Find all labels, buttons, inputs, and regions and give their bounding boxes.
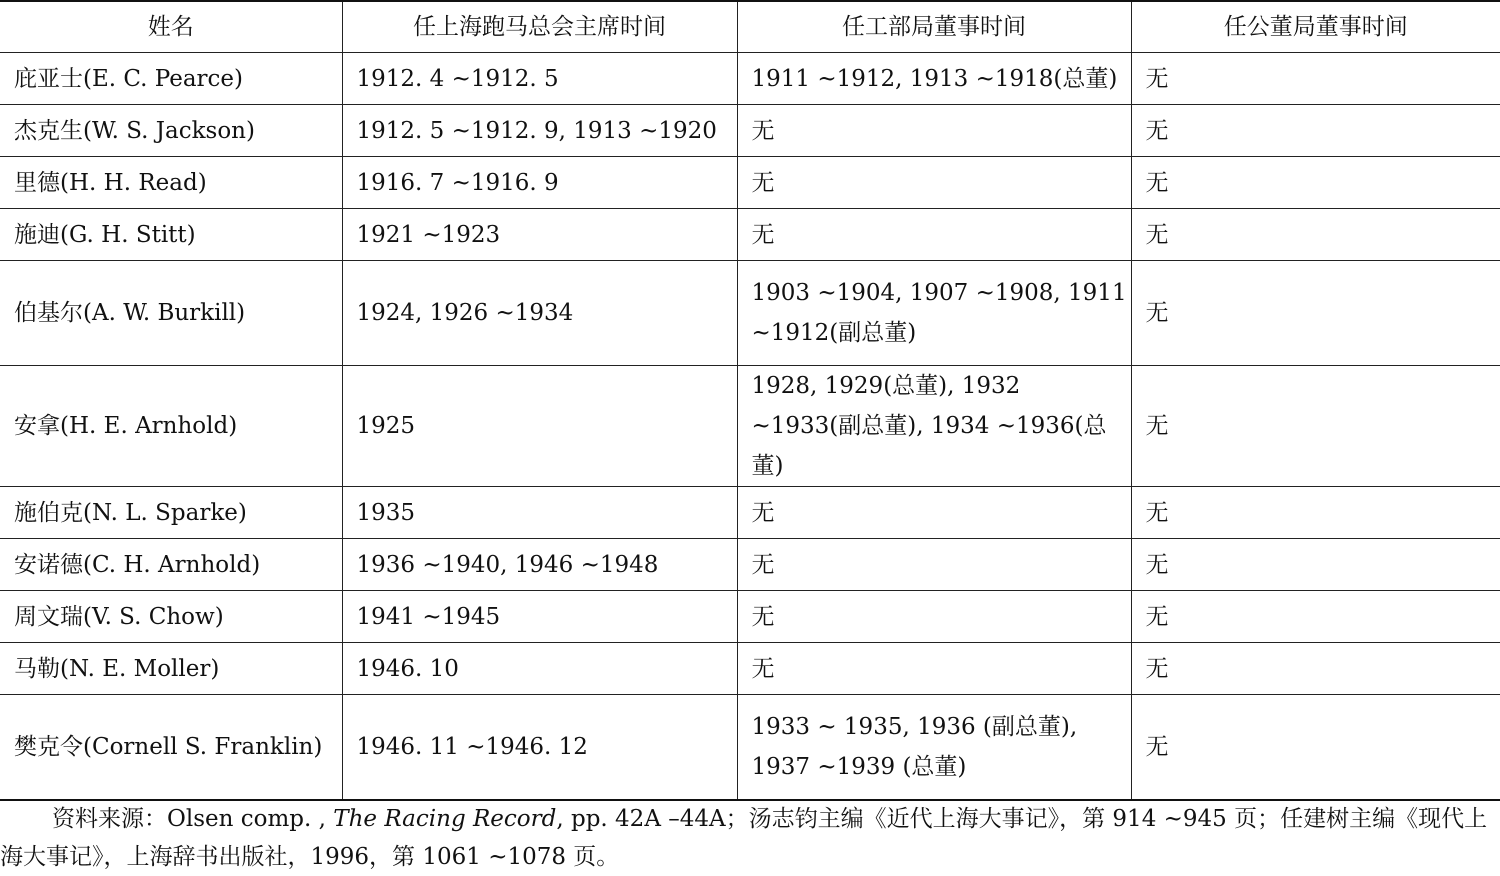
- cell-council-term: 无: [1131, 366, 1500, 487]
- cell-smc-term: 无: [737, 105, 1131, 157]
- header-row: [0, 1, 1500, 53]
- cell-chair-term: 1935: [342, 487, 737, 539]
- cell-name: 马勒(N. E. Moller): [0, 643, 342, 695]
- cell-council-term: 无: [1131, 695, 1500, 801]
- header-smc-director: 任工部局董事时间: [737, 1, 1131, 53]
- table-row: [0, 209, 1500, 261]
- cell-name: 里德(H. H. Read): [0, 157, 342, 209]
- cell-smc-term: 无: [737, 157, 1131, 209]
- table-row: [0, 53, 1500, 105]
- header-name: 姓名: [0, 1, 342, 53]
- cell-council-term: 无: [1131, 157, 1500, 209]
- cell-council-term: 无: [1131, 539, 1500, 591]
- cell-name: 安拿(H. E. Arnhold): [0, 366, 342, 487]
- header-racing-club-chair: 任上海跑马总会主席时间: [342, 1, 737, 53]
- cell-chair-term: 1946. 11 ~1946. 12: [342, 695, 737, 801]
- cell-smc-term: 1928, 1929(总董), 1932 ~1933(副总董), 1934 ~1936(总董): [737, 366, 1131, 487]
- table-row: [0, 591, 1500, 643]
- source-suffix: , pp. 42A –44A；汤志钧主编《近代上海大事记》，第 914 ~945 页；任建树主编《现代上海大事记》，上海辞书出版社，1996，第 1061 ~1078 页。: [0, 806, 1488, 870]
- cell-smc-term: 无: [737, 643, 1131, 695]
- cell-chair-term: 1936 ~1940, 1946 ~1948: [342, 539, 737, 591]
- cell-smc-term: 无: [737, 209, 1131, 261]
- table-row: [0, 261, 1500, 366]
- cell-chair-term: 1912. 5 ~1912. 9, 1913 ~1920: [342, 105, 737, 157]
- cell-chair-term: 1925: [342, 366, 737, 487]
- table-row: [0, 487, 1500, 539]
- cell-council-term: 无: [1131, 591, 1500, 643]
- cell-name: 施迪(G. H. Stitt): [0, 209, 342, 261]
- table-row: [0, 539, 1500, 591]
- cell-chair-term: 1916. 7 ~1916. 9: [342, 157, 737, 209]
- cell-name: 施伯克(N. L. Sparke): [0, 487, 342, 539]
- cell-smc-term: 无: [737, 487, 1131, 539]
- cell-name: 庇亚士(E. C. Pearce): [0, 53, 342, 105]
- cell-name: 安诺德(C. H. Arnhold): [0, 539, 342, 591]
- cell-chair-term: 1941 ~1945: [342, 591, 737, 643]
- table-row: [0, 157, 1500, 209]
- table-row: [0, 695, 1500, 801]
- cell-council-term: 无: [1131, 487, 1500, 539]
- cell-chair-term: 1921 ~1923: [342, 209, 737, 261]
- cell-council-term: 无: [1131, 209, 1500, 261]
- cell-name: 樊克令(Cornell S. Franklin): [0, 695, 342, 801]
- cell-smc-term: 1933 ~ 1935, 1936 (副总董), 1937 ~1939 (总董): [737, 695, 1131, 801]
- cell-council-term: 无: [1131, 261, 1500, 366]
- cell-name: 周文瑞(V. S. Chow): [0, 591, 342, 643]
- cell-smc-term: 无: [737, 539, 1131, 591]
- cell-council-term: 无: [1131, 53, 1500, 105]
- cell-name: 杰克生(W. S. Jackson): [0, 105, 342, 157]
- cell-chair-term: 1924, 1926 ~1934: [342, 261, 737, 366]
- cell-council-term: 无: [1131, 105, 1500, 157]
- table-row: [0, 105, 1500, 157]
- cell-council-term: 无: [1131, 643, 1500, 695]
- table-row: [0, 366, 1500, 487]
- cell-chair-term: 1912. 4 ~1912. 5: [342, 53, 737, 105]
- header-french-council-director: 任公董局董事时间: [1131, 1, 1500, 53]
- cell-chair-term: 1946. 10: [342, 643, 737, 695]
- table-row: [0, 643, 1500, 695]
- cell-name: 伯基尔(A. W. Burkill): [0, 261, 342, 366]
- cell-smc-term: 1903 ~1904, 1907 ~1908, 1911 ~1912(副总董): [737, 261, 1131, 366]
- source-note: [0, 800, 1500, 876]
- cell-smc-term: 无: [737, 591, 1131, 643]
- source-book-title: The Racing Record: [333, 806, 557, 832]
- source-prefix: 资料来源：Olsen comp. ,: [52, 806, 334, 832]
- cell-smc-term: 1911 ~1912, 1913 ~1918(总董): [737, 53, 1131, 105]
